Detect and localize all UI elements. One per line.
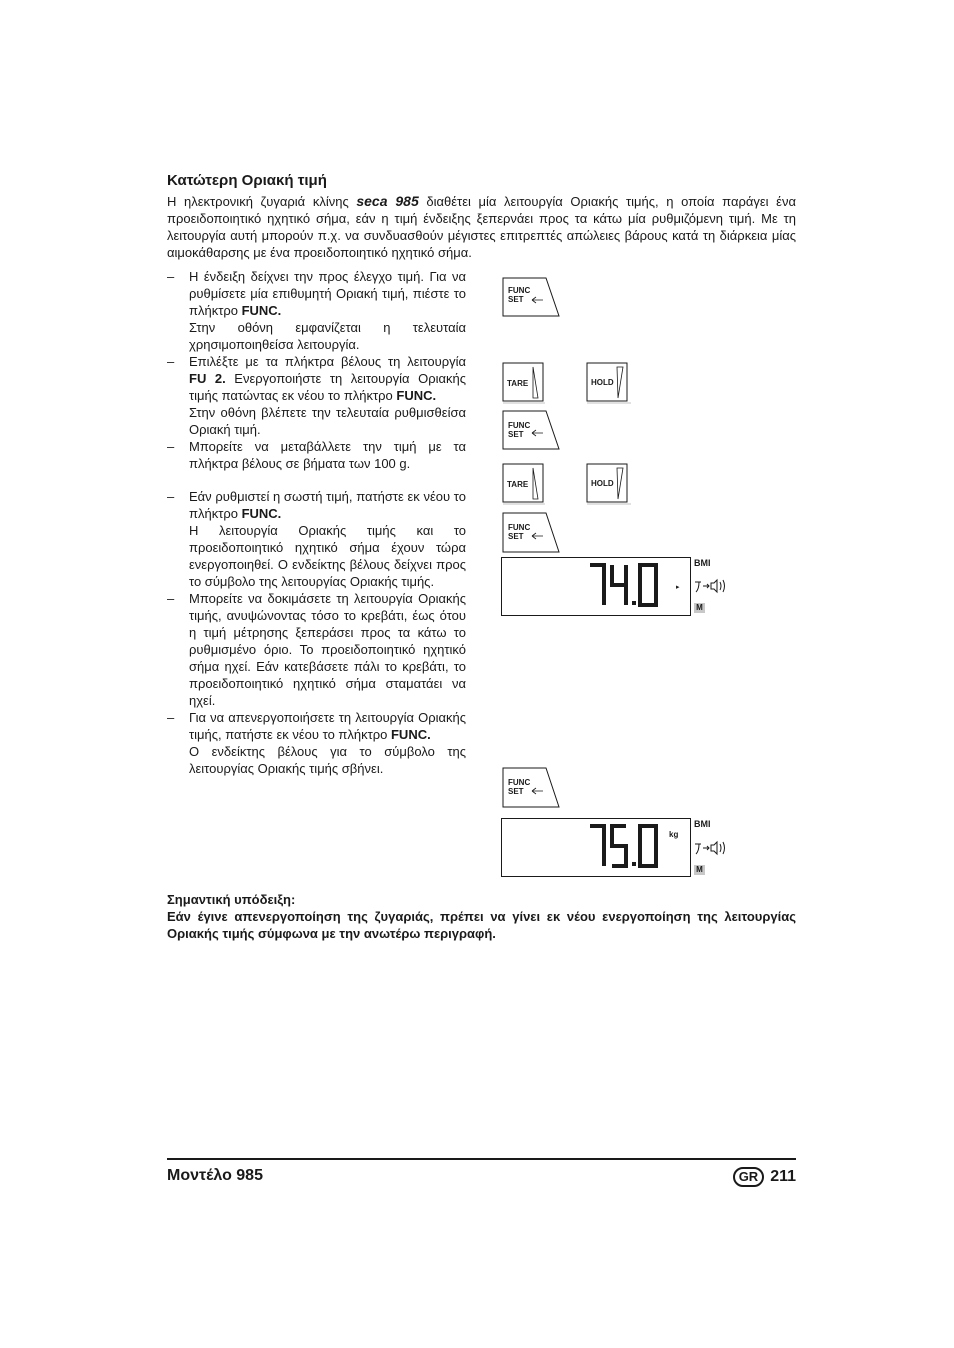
step-text: Για να απενεργοποιήσετε τη λειτουργία Οριακής τιμής, πατήστε εκ νέου το πλήκτρο bbox=[189, 710, 466, 742]
key-label-hold: HOLD bbox=[591, 378, 614, 387]
list-item bbox=[167, 709, 466, 777]
instruction-list bbox=[167, 268, 466, 777]
unit-label: kg bbox=[669, 830, 679, 839]
key-name: FUNC. bbox=[241, 506, 282, 521]
language-badge: GR bbox=[733, 1167, 765, 1187]
key-name: FUNC. bbox=[396, 388, 437, 403]
list-item bbox=[167, 488, 466, 590]
intro-paragraph bbox=[167, 193, 796, 261]
key-label-set: SET bbox=[508, 295, 524, 304]
step-result: Ο ενδείκτης βέλους για το σύμβολο της λειτουργίας Οριακής τιμής σβήνει. bbox=[189, 744, 466, 776]
page-number: 211 bbox=[770, 1168, 796, 1185]
step-text: Ενεργοποιήστε τη λειτουργία Οριακής τιμής πατώντας εκ νέου το πλήκτρο bbox=[189, 371, 466, 403]
brand-name: seca 985 bbox=[356, 193, 419, 209]
func-set-key[interactable] bbox=[502, 410, 544, 448]
step-text: Επιλέξτε με τα πλήκτρα βέλους τη λειτουργία bbox=[189, 354, 466, 369]
intro-text-after: διαθέτει μία λειτουργία Οριακής τιμής, η οποία παράγει ένα προειδοποιητικό ηχητικό σήμα, εάν η τιμή ένδειξης ξεπερνάει προς τα κάτω μία ρυθμιζόμενη τιμή. Με τη λειτουργία αυτή μπορούν π.χ. να συνδυασθούν μέγιστες επιτρεπτές απώλειες βάρους κατά τη διάρκεια μίας αιμοκάθαρσης με ένα προειδοποιητικό ηχητικό σήμα. bbox=[167, 194, 796, 260]
limit-alarm-symbol-icon bbox=[694, 840, 730, 856]
func-set-key[interactable] bbox=[502, 277, 544, 315]
list-dash: – bbox=[167, 439, 175, 454]
key-label-hold: HOLD bbox=[591, 479, 614, 488]
step-text: Η ένδειξη δείχνει την προς έλεγχο τιμή. Για να ρυθμίσετε μία επιθυμητή Οριακή τιμή, πιέστε το πλήκτρο bbox=[189, 269, 466, 318]
list-item bbox=[167, 590, 466, 709]
list-dash: – bbox=[167, 354, 175, 369]
important-note bbox=[167, 891, 796, 942]
key-name: FUNC. bbox=[390, 727, 431, 742]
step-text: Μπορείτε να δοκιμάσετε τη λειτουργία Οριακής τιμής, ανυψώνοντας τόσο το κρεβάτι, έως ότου η τιμή μέτρησης ξεπεράσει προς τα κάτω το ρυθμισμένο όριο. Το προειδοποιητικό ηχητικό σήμα ηχεί. Εάν κατεβάσετε πάλι το κρεβάτι, το προειδοποιητικό ηχητικό σήμα σταματάει να ηχεί. bbox=[189, 591, 466, 708]
list-item bbox=[167, 353, 466, 438]
key-label-set: SET bbox=[508, 430, 524, 439]
step-text: Εάν ρυθμιστεί η σωστή τιμή, πατήστε εκ νέου το πλήκτρο bbox=[189, 489, 466, 521]
hold-key[interactable] bbox=[586, 362, 628, 400]
scale-display-weight bbox=[501, 818, 741, 880]
seven-segment-value-75-0 bbox=[586, 823, 666, 869]
func-set-key[interactable] bbox=[502, 512, 544, 550]
list-item bbox=[167, 438, 466, 472]
footer-model: Μοντέλο 985 bbox=[167, 1167, 263, 1184]
note-heading: Σημαντική υπόδειξη: bbox=[167, 892, 296, 907]
footer-page-info bbox=[733, 1167, 796, 1187]
key-label-tare: TARE bbox=[507, 480, 529, 489]
step-result: Στην οθόνη εμφανίζεται η τελευταία χρησιμοποιηθείσα λειτουργία. bbox=[189, 320, 466, 352]
step-result: Η λειτουργία Οριακής τιμής και το προειδοποιητικό ηχητικό σήμα έχουν τώρα ενεργοποιηθεί. Ο ενδείκτης βέλους δείχνει προς το σύμβολο της λειτουργίας Οριακής τιμής. bbox=[189, 523, 466, 589]
footer-divider bbox=[167, 1158, 796, 1160]
list-dash: – bbox=[167, 489, 175, 504]
tare-key[interactable] bbox=[502, 463, 544, 501]
tare-key[interactable] bbox=[502, 362, 544, 400]
func-set-key[interactable] bbox=[502, 767, 544, 805]
key-label-tare: TARE bbox=[507, 379, 529, 388]
intro-text-before: Η ηλεκτρονική ζυγαριά κλίνης bbox=[167, 194, 357, 209]
key-label-set: SET bbox=[508, 532, 524, 541]
seven-segment-value-74-0 bbox=[586, 562, 666, 608]
memory-indicator: M bbox=[694, 603, 705, 613]
key-name: FU 2. bbox=[189, 371, 226, 386]
step-text: Μπορείτε να μεταβάλλετε την τιμή με τα πλήκτρα βέλους σε βήματα των 100 g. bbox=[189, 439, 466, 471]
limit-alarm-symbol-icon bbox=[694, 578, 730, 594]
limit-arrow-indicator-icon: ▸ bbox=[676, 584, 680, 591]
list-dash: – bbox=[167, 269, 175, 284]
key-label-func: FUNC bbox=[508, 523, 531, 532]
scale-display-limit-value bbox=[501, 557, 741, 619]
memory-indicator: M bbox=[694, 865, 705, 875]
note-text: Εάν έγινε απενεργοποίηση της ζυγαριάς, πρέπει να γίνει εκ νέου ενεργοποίηση της λειτουργίας Οριακής τιμής σύμφωνα με την ανωτέρω περιγραφή. bbox=[167, 909, 796, 941]
bmi-label: BMI bbox=[694, 558, 711, 568]
list-item bbox=[167, 268, 466, 353]
spacer bbox=[167, 472, 466, 488]
step-result: Στην οθόνη βλέπετε την τελευταία ρυθμισθείσα Οριακή τιμή. bbox=[189, 405, 466, 437]
list-dash: – bbox=[167, 710, 175, 725]
key-label-set: SET bbox=[508, 787, 524, 796]
key-label-func: FUNC bbox=[508, 778, 531, 787]
key-label-func: FUNC bbox=[508, 286, 531, 295]
list-dash: – bbox=[167, 591, 175, 606]
bmi-label: BMI bbox=[694, 819, 711, 829]
key-name: FUNC. bbox=[241, 303, 282, 318]
section-title: Κατώτερη Οριακή τιμή bbox=[167, 172, 327, 189]
hold-key[interactable] bbox=[586, 463, 628, 501]
key-label-func: FUNC bbox=[508, 421, 531, 430]
